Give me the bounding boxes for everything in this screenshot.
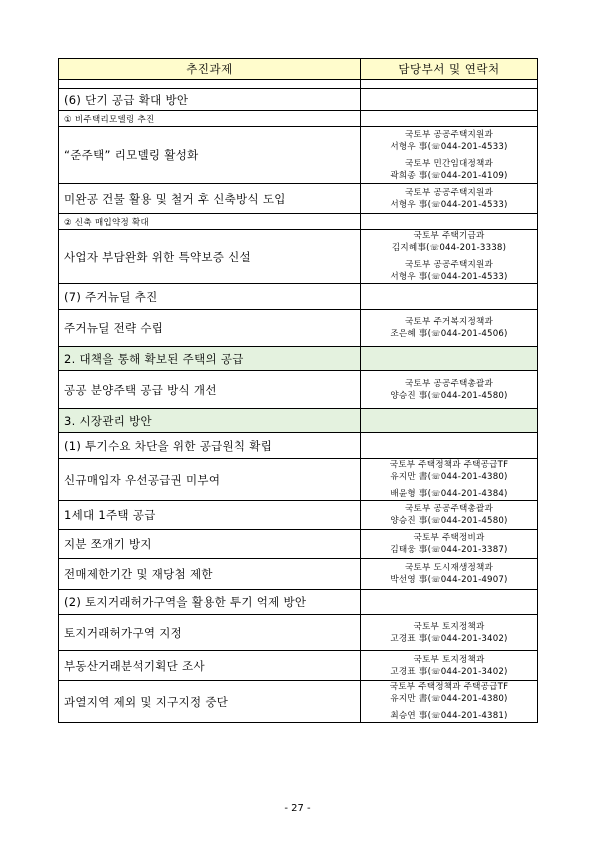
contact-line bbox=[361, 242, 537, 254]
contact-block bbox=[361, 562, 537, 586]
department-name: 국토부 주택정비과 bbox=[413, 533, 485, 543]
contact-cell bbox=[361, 127, 538, 184]
paren-open: ( bbox=[427, 516, 432, 526]
contact-line bbox=[361, 199, 537, 211]
task-cell: 신규매입자 우선공급권 미부여 bbox=[59, 459, 361, 501]
department-name: 국토부 토지정책과 bbox=[413, 654, 485, 665]
task-cell: 과열지역 제외 및 지구지정 중단 bbox=[59, 681, 361, 723]
phone-icon: ☏ bbox=[431, 141, 441, 151]
table-row bbox=[59, 89, 538, 111]
department-name: 국토부 공공주택총괄과 bbox=[405, 378, 493, 389]
phone-icon: ☏ bbox=[431, 633, 441, 643]
phone-number: 044-201-4580 bbox=[440, 516, 505, 526]
section-heading-cell: (2) 토지거래허가구역을 활용한 투기 억제 방안 bbox=[59, 590, 361, 615]
task-cell: 공공 분양주택 공급 방식 개선 bbox=[59, 371, 361, 409]
task-cell: 미완공 건물 활용 및 철거 후 신축방식 도입 bbox=[59, 184, 361, 214]
paren-close: ) bbox=[504, 575, 508, 585]
phone-icon: ☏ bbox=[431, 711, 441, 720]
department-name: 국토부 주택정책과 주택공급TF bbox=[389, 460, 509, 470]
phone-icon: ☏ bbox=[431, 329, 441, 338]
table-row bbox=[59, 501, 538, 530]
phone-number: 044-201-4533 bbox=[440, 199, 505, 210]
table-row bbox=[59, 559, 538, 590]
table-row bbox=[59, 590, 538, 615]
person-name: 김태웅 事 bbox=[390, 545, 428, 555]
task-cell: 부동산거래분석기획단 조사 bbox=[59, 651, 361, 681]
paren-open: ( bbox=[427, 390, 432, 401]
paren-close: ) bbox=[504, 666, 508, 677]
contact-block bbox=[361, 503, 537, 527]
contact-line bbox=[361, 574, 537, 586]
section-heading-cell: 3. 시장관리 방안 bbox=[59, 409, 361, 433]
department-name: 국토부 주거복지정책과 bbox=[405, 317, 493, 327]
person-name: 양승진 事 bbox=[390, 390, 428, 401]
phone-number: 044-201-4109 bbox=[440, 170, 505, 181]
contact-cell bbox=[361, 347, 538, 371]
contact-cell bbox=[361, 530, 538, 559]
phone-number: 044-201-4533 bbox=[440, 272, 505, 282]
phone-number: 044-201-3402 bbox=[440, 633, 505, 644]
contact-line bbox=[361, 488, 537, 500]
paren-open: ( bbox=[427, 329, 432, 339]
task-cell: “준주택” 리모델링 활성화 bbox=[59, 127, 361, 184]
contact-cell bbox=[361, 184, 538, 214]
contact-cell bbox=[361, 89, 538, 111]
phone-number: 044-201-4380 bbox=[440, 694, 505, 704]
department-name: 국토부 도시재생정책과 bbox=[405, 563, 493, 573]
department-name: 국토부 민간임대정책과 bbox=[405, 158, 493, 169]
person-name: 김지혜事 bbox=[391, 243, 427, 253]
section-heading-cell: 2. 대책을 통해 확보된 주택의 공급 bbox=[59, 347, 361, 371]
paren-close: ) bbox=[504, 199, 508, 210]
contact-line bbox=[361, 328, 537, 340]
paren-open: ( bbox=[426, 243, 430, 253]
person-name: 양승진 事 bbox=[390, 516, 428, 526]
table-row bbox=[59, 651, 538, 681]
contact-cell bbox=[361, 615, 538, 651]
contact-block bbox=[361, 158, 537, 182]
contact-cell bbox=[361, 310, 538, 347]
phone-icon: ☏ bbox=[431, 575, 441, 584]
contact-cell bbox=[361, 681, 538, 723]
table-row bbox=[59, 409, 538, 433]
phone-number: 044-201-3338 bbox=[439, 243, 503, 253]
paren-close: ) bbox=[504, 489, 508, 499]
contact-block bbox=[361, 459, 537, 483]
contact-cell bbox=[361, 459, 538, 501]
department-name: 국토부 공공주택지원과 bbox=[405, 260, 493, 270]
phone-number: 044-201-4907 bbox=[440, 575, 505, 585]
table-row bbox=[59, 310, 538, 347]
phone-icon: ☏ bbox=[431, 170, 441, 180]
contact-block bbox=[361, 316, 537, 340]
spacer-row bbox=[59, 80, 538, 89]
contact-line bbox=[361, 666, 537, 678]
phone-number: 044-201-3402 bbox=[440, 666, 505, 677]
task-cell: 사업자 부담완화 위한 특약보증 신설 bbox=[59, 230, 361, 284]
contact-line bbox=[361, 693, 537, 705]
task-cell: 1세대 1주택 공급 bbox=[59, 501, 361, 530]
paren-open: ( bbox=[427, 545, 432, 555]
paren-open: ( bbox=[427, 694, 432, 704]
table-row bbox=[59, 530, 538, 559]
person-name: 고경표 事 bbox=[390, 666, 428, 677]
contact-line bbox=[361, 271, 537, 283]
header-contact-cell: 담당부서 및 연락처 bbox=[361, 59, 538, 80]
contact-cell bbox=[361, 590, 538, 615]
spacer-cell bbox=[59, 80, 361, 89]
table-row bbox=[59, 230, 538, 284]
paren-close: ) bbox=[504, 545, 508, 555]
paren-close: ) bbox=[504, 694, 508, 704]
contact-line bbox=[361, 471, 537, 483]
department-name: 국토부 공공주택지원과 bbox=[405, 129, 493, 140]
department-name: 국토부 토지정책과 bbox=[413, 621, 485, 632]
phone-icon: ☏ bbox=[431, 390, 441, 400]
phone-icon: ☏ bbox=[431, 472, 441, 481]
paren-open: ( bbox=[427, 489, 432, 499]
task-cell: 지분 쪼개기 방지 bbox=[59, 530, 361, 559]
section-heading-cell: (7) 주거뉴딜 추진 bbox=[59, 284, 361, 310]
paren-open: ( bbox=[427, 141, 432, 152]
contact-block bbox=[361, 710, 537, 722]
contact-cell bbox=[361, 433, 538, 459]
person-name: 유지만 書 bbox=[390, 472, 428, 482]
paren-close: ) bbox=[504, 329, 508, 339]
contact-cell bbox=[361, 230, 538, 284]
phone-icon: ☏ bbox=[429, 243, 440, 252]
paren-open: ( bbox=[427, 472, 432, 482]
person-name: 고경표 事 bbox=[390, 633, 428, 644]
contact-block bbox=[361, 129, 537, 153]
paren-close: ) bbox=[504, 516, 508, 526]
person-name: 서형우 事 bbox=[390, 199, 428, 210]
section-heading-cell: (6) 단기 공급 확대 방안 bbox=[59, 89, 361, 111]
phone-icon: ☏ bbox=[431, 489, 441, 498]
contact-line bbox=[361, 710, 537, 722]
department-name: 국토부 주택기금과 bbox=[413, 231, 485, 241]
contact-cell bbox=[361, 559, 538, 590]
contact-cell bbox=[361, 501, 538, 530]
contact-cell bbox=[361, 111, 538, 127]
header-task-cell: 추진과제 bbox=[59, 59, 361, 80]
person-name: 배윤형 事 bbox=[390, 489, 428, 499]
phone-icon: ☏ bbox=[431, 694, 441, 703]
subsection-cell: ① 비주택리모델링 추진 bbox=[59, 111, 361, 127]
task-cell: 전매제한기간 및 재당첨 제한 bbox=[59, 559, 361, 590]
paren-open: ( bbox=[427, 666, 432, 677]
table-row bbox=[59, 459, 538, 501]
paren-close: ) bbox=[504, 390, 508, 401]
phone-icon: ☏ bbox=[431, 666, 441, 676]
task-contact-table bbox=[58, 58, 538, 723]
department-name: 국토부 주택정책과 주택공급TF bbox=[389, 682, 509, 692]
person-name: 조은혜 事 bbox=[390, 329, 428, 339]
subsection-cell: ② 신축 매입약정 확대 bbox=[59, 214, 361, 230]
table-row bbox=[59, 184, 538, 214]
person-name: 서형우 事 bbox=[390, 272, 428, 282]
contact-cell bbox=[361, 371, 538, 409]
contact-block bbox=[361, 488, 537, 500]
paren-close: ) bbox=[504, 170, 508, 181]
task-cell: 토지거래허가구역 지정 bbox=[59, 615, 361, 651]
contact-block bbox=[361, 259, 537, 283]
contact-cell bbox=[361, 409, 538, 433]
paren-open: ( bbox=[427, 633, 432, 644]
table-row bbox=[59, 615, 538, 651]
paren-open: ( bbox=[427, 575, 432, 585]
contact-block bbox=[361, 187, 537, 211]
contact-line bbox=[361, 170, 537, 182]
contact-block bbox=[361, 621, 537, 645]
contact-block bbox=[361, 230, 537, 254]
paren-open: ( bbox=[427, 272, 432, 282]
section-heading-cell: (1) 투기수요 차단을 위한 공급원칙 확립 bbox=[59, 433, 361, 459]
contact-block bbox=[361, 532, 537, 556]
table-row bbox=[59, 347, 538, 371]
phone-icon: ☏ bbox=[431, 516, 441, 525]
paren-close: ) bbox=[504, 472, 508, 482]
contact-block bbox=[361, 654, 537, 678]
contact-line bbox=[361, 515, 537, 527]
paren-close: ) bbox=[504, 141, 508, 152]
phone-number: 044-201-3387 bbox=[440, 545, 505, 555]
phone-icon: ☏ bbox=[431, 545, 441, 554]
phone-icon: ☏ bbox=[431, 272, 441, 281]
phone-icon: ☏ bbox=[431, 199, 441, 209]
phone-number: 044-201-4384 bbox=[440, 489, 505, 499]
person-name: 최승연 事 bbox=[390, 711, 428, 721]
paren-open: ( bbox=[427, 199, 432, 210]
table-row bbox=[59, 371, 538, 409]
paren-close: ) bbox=[504, 272, 508, 282]
contact-line bbox=[361, 544, 537, 556]
page-number: - 27 - bbox=[284, 803, 311, 814]
contact-cell bbox=[361, 284, 538, 310]
phone-number: 044-201-4533 bbox=[440, 141, 505, 152]
person-name: 곽희종 事 bbox=[390, 170, 428, 181]
table-row bbox=[59, 433, 538, 459]
contact-line bbox=[361, 141, 537, 153]
paren-open: ( bbox=[427, 170, 432, 181]
person-name: 서형우 事 bbox=[390, 141, 428, 152]
phone-number: 044-201-4580 bbox=[440, 390, 505, 401]
table-row bbox=[59, 284, 538, 310]
table-row bbox=[59, 214, 538, 230]
table-row bbox=[59, 111, 538, 127]
contact-line bbox=[361, 633, 537, 645]
spacer-cell bbox=[361, 80, 538, 89]
department-name: 국토부 공공주택총괄과 bbox=[405, 504, 493, 514]
contact-line bbox=[361, 390, 537, 402]
task-cell: 주거뉴딜 전략 수립 bbox=[59, 310, 361, 347]
contact-block bbox=[361, 681, 537, 705]
phone-number: 044-201-4380 bbox=[440, 472, 505, 482]
table-row bbox=[59, 681, 538, 723]
paren-close: ) bbox=[502, 243, 507, 253]
contact-cell bbox=[361, 651, 538, 681]
contact-cell bbox=[361, 214, 538, 230]
paren-close: ) bbox=[504, 633, 508, 644]
phone-number: 044-201-4506 bbox=[440, 329, 505, 339]
phone-number: 044-201-4381 bbox=[440, 711, 505, 721]
person-name: 박선영 事 bbox=[390, 575, 428, 585]
paren-open: ( bbox=[427, 711, 432, 721]
contact-block bbox=[361, 378, 537, 402]
table-header-row bbox=[59, 59, 538, 80]
paren-close: ) bbox=[504, 711, 508, 721]
person-name: 유지만 書 bbox=[390, 694, 428, 704]
department-name: 국토부 공공주택지원과 bbox=[405, 187, 493, 198]
table-row bbox=[59, 127, 538, 184]
